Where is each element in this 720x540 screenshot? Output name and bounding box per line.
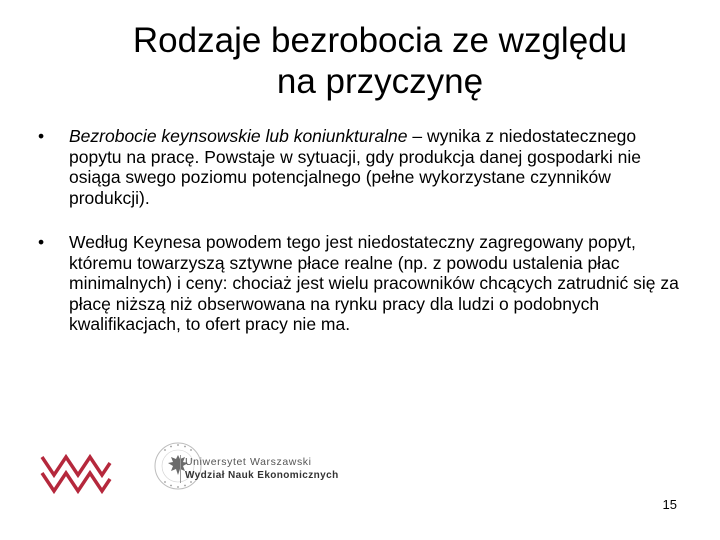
slide-title-line-2: na przyczynę <box>276 62 484 101</box>
university-name: Uniwersytet Warszawski <box>185 456 312 468</box>
faculty-name: Wydział Nauk Ekonomicznych <box>185 470 339 481</box>
faculty-wave-logo-icon <box>40 451 112 495</box>
page-number: 15 <box>662 497 677 512</box>
bullet-list <box>38 126 688 335</box>
slide-title <box>20 20 720 102</box>
bullet-text: – wynika z niedostatecznego popytu na pracę. Powstaje w sytuacji, gdy produkcja danej gospodarki nie osiąga swego poziomu potencjalnego (pełne wykorzystane czynników produkcji). <box>69 126 642 208</box>
bullet-item-keynesian <box>38 126 688 208</box>
bullet-marker: • <box>38 126 45 146</box>
footer-logos <box>40 437 370 501</box>
bullet-text: Według Keynesa powodem tego jest niedostateczny zagregowany popyt, któremu towarzyszą sztywne płace realne (np. z powodu ustalenia płac minimalnych) i ceny: chociaż jest wielu pracowników chcących zatrudnić się za płacę niższą niż obserwowana na rynku pracy dla ludzi o podobnych kwalifikacjach, to ofert pracy nie ma. <box>69 232 679 334</box>
bullet-item-keynes-reason <box>38 232 688 335</box>
bullet-marker: • <box>38 232 45 252</box>
bullet-lead-term: Bezrobocie keynsowskie lub koniunkturalne <box>69 126 408 146</box>
university-wordmark <box>180 455 339 483</box>
slide-title-line-1: Rodzaje bezrobocia ze względu <box>132 21 628 60</box>
